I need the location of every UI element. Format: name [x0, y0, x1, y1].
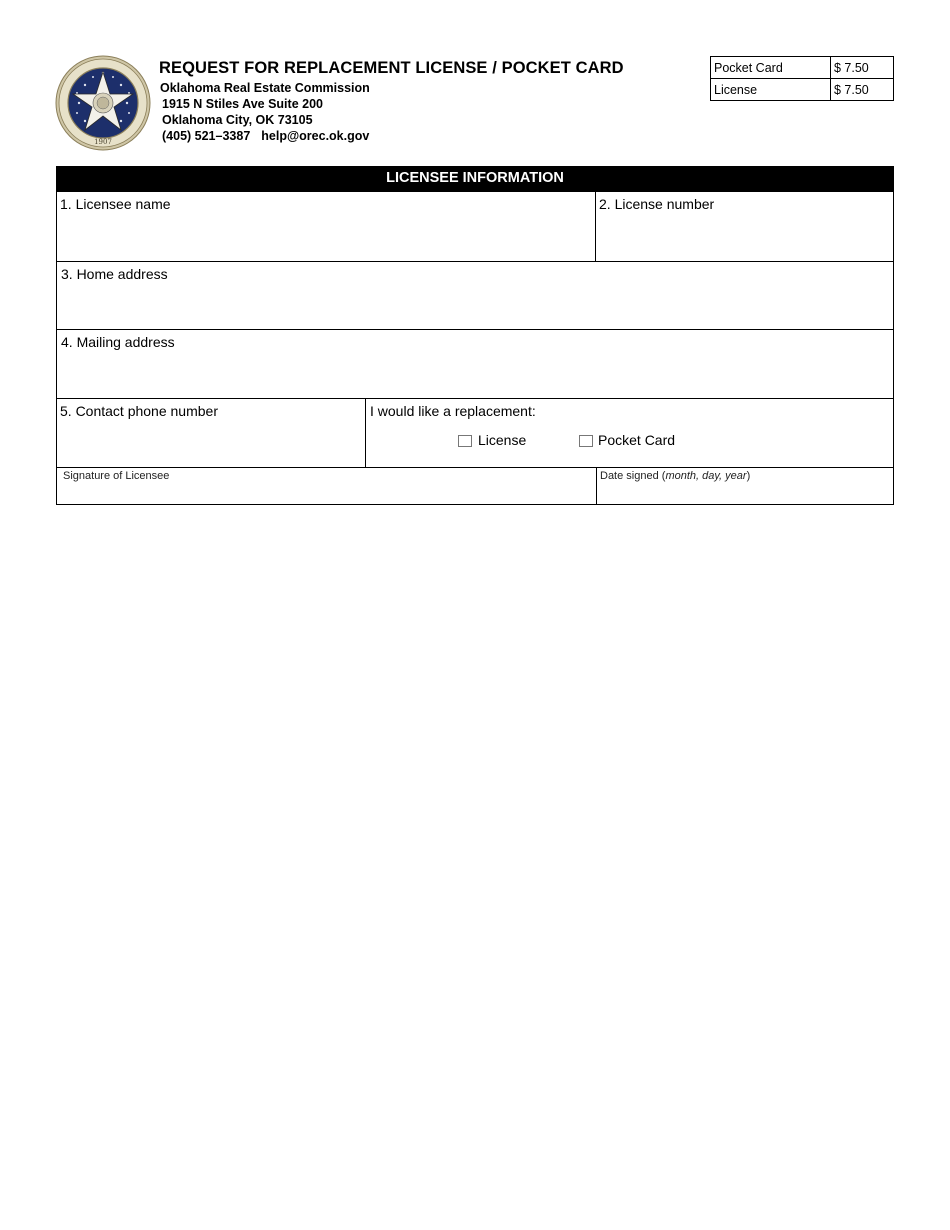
- org-name: Oklahoma Real Estate Commission: [160, 81, 370, 95]
- pocket-card-checkbox[interactable]: [579, 435, 593, 447]
- divider: [365, 399, 366, 468]
- home-address-field[interactable]: [56, 262, 894, 330]
- section-header: LICENSEE INFORMATION: [56, 166, 894, 192]
- org-address-line1: 1915 N Stiles Ave Suite 200: [162, 97, 323, 111]
- signature-label: Signature of Licensee: [63, 470, 170, 482]
- license-checkbox-label: License: [478, 432, 527, 448]
- fee-row: [711, 57, 894, 79]
- fee-item: Pocket Card: [711, 57, 831, 79]
- pocket-card-checkbox-label: Pocket Card: [598, 432, 676, 448]
- mailing-address-field[interactable]: [56, 330, 894, 399]
- fee-price: $ 7.50: [831, 79, 894, 101]
- fee-item: License: [711, 79, 831, 101]
- fee-price: $ 7.50: [831, 57, 894, 79]
- org-contact: [162, 129, 369, 143]
- contact-phone-label: 5. Contact phone number: [60, 403, 218, 419]
- oklahoma-state-seal: [55, 55, 151, 151]
- contact-phone-field[interactable]: [56, 399, 365, 468]
- license-number-label: 2. License number: [599, 196, 715, 212]
- licensee-name-label: 1. Licensee name: [60, 196, 171, 212]
- org-email[interactable]: help@orec.ok.gov: [261, 129, 370, 143]
- form-title: REQUEST FOR REPLACEMENT LICENSE / POCKET CARD: [159, 59, 624, 77]
- org-address-line2: Oklahoma City, OK 73105: [162, 113, 313, 127]
- licensee-name-field[interactable]: [56, 192, 595, 262]
- license-number-field[interactable]: [595, 192, 894, 262]
- license-checkbox[interactable]: [458, 435, 472, 447]
- date-signed-field[interactable]: [596, 468, 894, 505]
- fee-table: [710, 56, 894, 101]
- licensee-form: [56, 166, 894, 505]
- replacement-prompt: I would like a replacement:: [370, 403, 536, 419]
- date-signed-label: Date signed (month, day, year): [600, 470, 751, 482]
- fee-row: [711, 79, 894, 101]
- signature-field[interactable]: [56, 468, 596, 505]
- svg-text:1907: 1907: [94, 138, 112, 146]
- org-phone: (405) 521–3387: [162, 129, 251, 143]
- home-address-label: 3. Home address: [61, 266, 168, 282]
- mailing-address-label: 4. Mailing address: [61, 334, 175, 350]
